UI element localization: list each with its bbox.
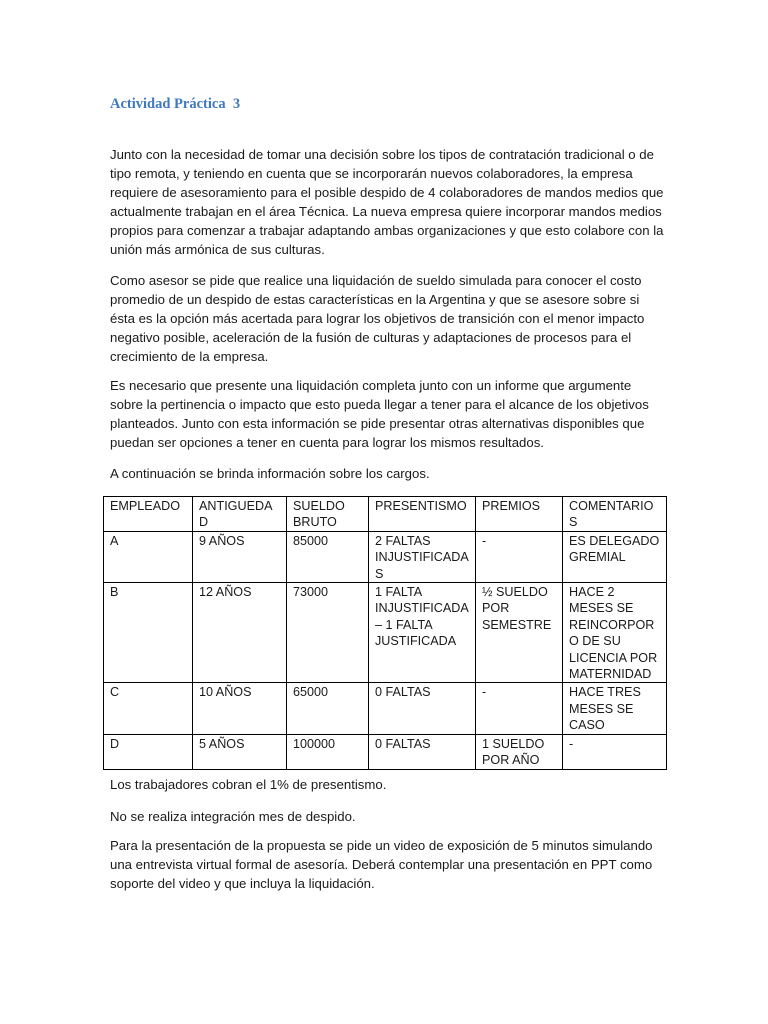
cell-premios: ½ SUELDO POR SEMESTRE (476, 583, 563, 683)
table-row (104, 531, 667, 582)
cell-antiguedad: 9 AÑOS (193, 531, 287, 582)
cell-comentarios: ES DELEGADO GREMIAL (563, 531, 667, 582)
cell-presentismo: 1 FALTA INJUSTIFICADA – 1 FALTA JUSTIFICADA (369, 583, 476, 683)
cell-empleado: D (104, 734, 193, 769)
cell-presentismo: 0 FALTAS (369, 734, 476, 769)
cell-sueldo-bruto: 65000 (287, 683, 369, 734)
employee-table (103, 496, 667, 770)
header-presentismo: PRESENTISMO (369, 497, 476, 532)
paragraph-integracion-note: No se realiza integración mes de despido. (110, 809, 356, 824)
cell-presentismo: 0 FALTAS (369, 683, 476, 734)
cell-premios: - (476, 683, 563, 734)
document-title: Actividad Práctica 3 (110, 96, 241, 112)
table-header-row (104, 497, 667, 532)
paragraph-request: Como asesor se pide que realice una liquidación de sueldo simulada para conocer el costo promedio de un despido de estas características en la Argentina y que se asesore sobre si ésta es la opción más acertada para lograr los objetivos de transición con el menor impacto negativo posible, aceleración de la fusión de culturas y adaptaciones de procesos para el crecimiento de la empresa. (110, 273, 645, 364)
cell-sueldo-bruto: 85000 (287, 531, 369, 582)
paragraph-table-intro: A continuación se brinda información sobre los cargos. (110, 466, 430, 481)
cell-presentismo: 2 FALTAS INJUSTIFICADAS (369, 531, 476, 582)
table-row (104, 683, 667, 734)
paragraph-requirements: Es necesario que presente una liquidación completa junto con un informe que argumente sobre la pertinencia o impacto que esto pueda llegar a tener para el alcance de los objetivos planteados. Junto con esta información se pide presentar otras alternativas disponibles que puedan ser opciones a tener en cuenta para lograr los mismos resultados. (110, 378, 649, 450)
cell-empleado: B (104, 583, 193, 683)
paragraph-presentation-instructions: Para la presentación de la propuesta se pide un video de exposición de 5 minutos simulando una entrevista virtual formal de asesoría. Deberá contemplar una presentación en PPT como soporte del video y que incluya la liquidación. (110, 838, 653, 891)
header-premios: PREMIOS (476, 497, 563, 532)
cell-empleado: A (104, 531, 193, 582)
header-antiguedad: ANTIGUEDAD (193, 497, 287, 532)
paragraph-presentismo-note: Los trabajadores cobran el 1% de presentismo. (110, 777, 387, 792)
cell-sueldo-bruto: 73000 (287, 583, 369, 683)
cell-premios: 1 SUELDO POR AÑO (476, 734, 563, 769)
cell-premios: - (476, 531, 563, 582)
header-comentarios: COMENTARIOS (563, 497, 667, 532)
cell-comentarios: HACE TRES MESES SE CASO (563, 683, 667, 734)
header-empleado: EMPLEADO (104, 497, 193, 532)
cell-antiguedad: 12 AÑOS (193, 583, 287, 683)
cell-antiguedad: 5 AÑOS (193, 734, 287, 769)
cell-empleado: C (104, 683, 193, 734)
cell-sueldo-bruto: 100000 (287, 734, 369, 769)
cell-comentarios: - (563, 734, 667, 769)
header-sueldo-bruto: SUELDO BRUTO (287, 497, 369, 532)
cell-comentarios: HACE 2 MESES SE REINCORPORO DE SU LICENCIA POR MATERNIDAD (563, 583, 667, 683)
employee-table-container (103, 496, 666, 770)
paragraph-intro: Junto con la necesidad de tomar una decisión sobre los tipos de contratación tradicional o de tipo remota, y teniendo en cuenta que se incorporarán nuevos colaboradores, la empresa requiere de asesoramiento para el posible despido de 4 colaboradores de mandos medios que actualmente trabajan en el área Técnica. La nueva empresa quiere incorporar mandos medios propios para comenzar a trabajar adaptando ambas organizaciones y que esto colabore con la unión más armónica de sus culturas. (110, 147, 664, 257)
cell-antiguedad: 10 AÑOS (193, 683, 287, 734)
table-row (104, 734, 667, 769)
table-row (104, 583, 667, 683)
